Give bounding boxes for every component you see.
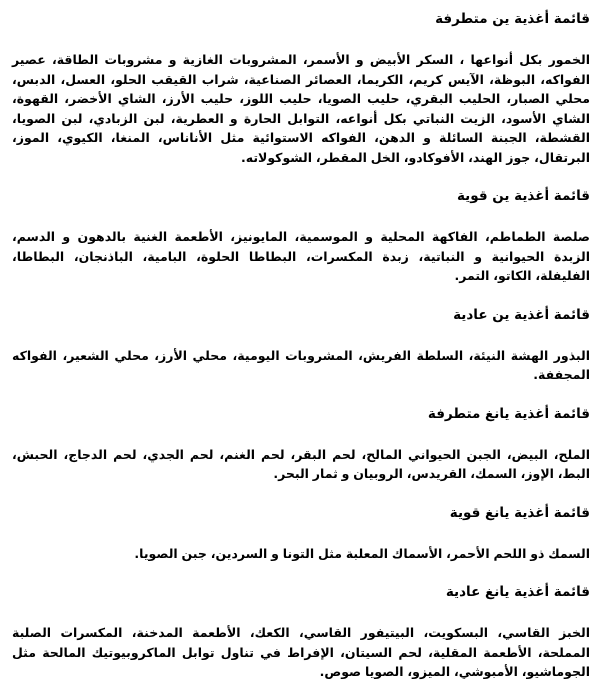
section-heading: قائمة أغذية يانغ عادية [445,584,590,600]
section-body: السمك ذو اللحم الأحمر، الأسماك المعلبة مثل التونا و السردين، جبن الصويا. [134,545,590,561]
section-yin-extreme [12,10,590,167]
section-body: الخبز القاسي، البسكويت، البيتيفور القاسي، الكعك، الأطعمة المدخنة، المكسرات الصلبة المملحة، الأطعمة المقلية، لحم السيتان، الإفراط في تناول توابل الماكروبيوتيك المالحة مثل الجوماشيو، الأمبوشي، الميزو، الصويا صوص. [12,625,590,679]
section-body: البذور الهشة النيئة، السلطة الفريش، المشروبات اليومية، محلي الأرز، محلي الشعير، الفواكه المجففة. [12,347,590,382]
section-body: الملح، البيض، الجبن الحيواني المالح، لحم البقر، لحم الغنم، لحم الجدي، لحم الدجاج، الحبش، البط، الإوز، السمك، القريدس، الروبيان و ثمار البحر. [12,446,590,481]
section-yang-extreme [12,405,590,484]
section-heading: قائمة أغذية ين متطرفة [435,11,590,27]
section-heading: قائمة أغذية يانغ قوية [449,504,590,521]
section-heading: قائمة أغذية يانغ متطرفة [427,405,590,422]
section-yang-normal [12,583,590,682]
section-heading: قائمة أغذية ين قوية [457,188,590,204]
section-body: الخمور بكل أنواعها ، السكر الأبيض و الأسمر، المشروبات الغازية و مشروبات الطاقة، عصير الفواكه، البوظة، الآيس كريم، الكريما، العصائر الصناعية، شراب القيقب الحلو، العسل، الدبس، محلي الصبار، الحليب البقري، حليب الصويا، حليب اللوز، حليب الأرز، الشاي الأخضر، القهوة، الشاي الأسود، الزيت النباتي بكل أنواعه، التوابل الحارة و العطرية، لبن الزبادي، لبن الصويا، القشطة، الجبنة السائلة و الدهن، الفواكه الاستوائية مثل الأناناس، المنغا، الكيوي، الموز، البرتقال، جوز الهند، الأفوكادو، الخل المقطر، الشوكولاته. [12,52,590,165]
section-yin-strong [12,187,590,286]
section-yin-normal [12,306,590,385]
section-yang-strong [12,504,590,564]
section-body: صلصة الطماطم، الفاكهة المحلية و الموسمية، المايونيز، الأطعمة الغنية بالدهون و الدسم، الزبدة الحيوانية و النباتية، زبدة المكسرات، البطاطا الحلوة، البامية، الباذنجان، البطاطا، الفليفلة، الكاتو، التمر. [12,229,590,283]
section-heading: قائمة أغذية ين عادية [453,306,590,323]
